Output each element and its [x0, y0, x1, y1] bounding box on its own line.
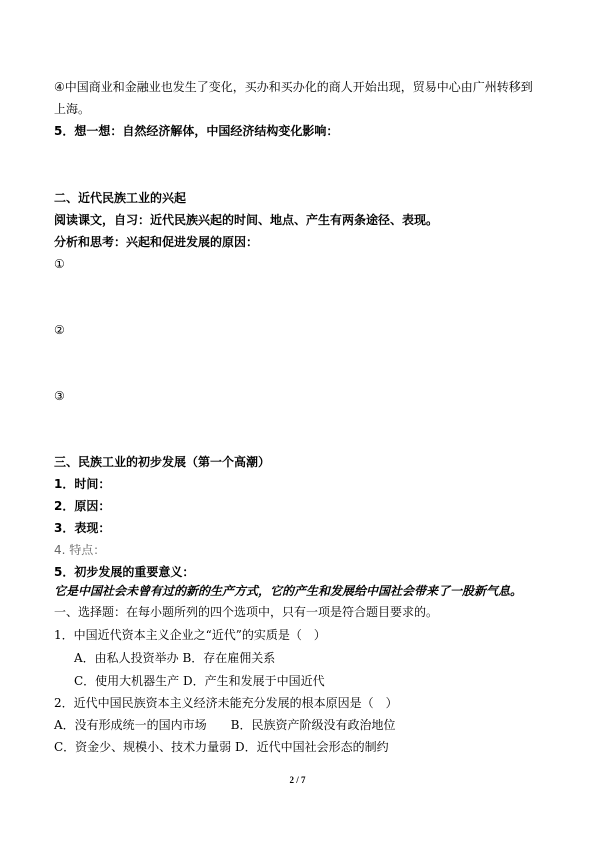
text-line: 4. 特点： [54, 543, 106, 557]
text-line: 上海。 [54, 102, 91, 116]
section-heading: 三、民族工业的初步发展（第一个高潮） [54, 455, 271, 469]
exercise-intro: 一、选择题：在每小题所列的四个选项中，只有一项是符合题目要求的。 [54, 605, 439, 619]
list-marker: ③ [54, 389, 65, 403]
question: 1．中国近代资本主义企业之“近代”的实质是（ ） [54, 628, 326, 642]
answer-option: A．由私人投资举办 B．存在雇佣关系 [74, 651, 276, 665]
list-marker: ① [54, 257, 65, 271]
section-heading: 二、近代民族工业的兴起 [54, 191, 187, 205]
text-line: 3．表现： [54, 521, 111, 535]
text-line: 2．原因： [54, 499, 111, 513]
text-line: 分析和思考：兴起和促进发展的原因： [54, 235, 259, 249]
question: 2．近代中国民族资本主义经济未能充分发展的根本原因是（ ） [54, 696, 398, 710]
answer-option: C．使用大机器生产 D．产生和发展于中国近代 [74, 674, 325, 688]
text-line: 1．时间： [54, 477, 111, 491]
answer-option: C．资金少、规模小、技术力量弱 D．近代中国社会形态的制约 [54, 740, 389, 754]
text-line: 阅读课文，自习：近代民族兴起的时间、地点、产生有两条途径、表现。 [54, 213, 439, 227]
page-number: 2 / 7 [289, 775, 306, 785]
answer-option: A．没有形成统一的国内市场 B．民族资产阶级没有政治地位 [54, 718, 396, 732]
emphasis-line: 它是中国社会未曾有过的新的生产方式，它的产生和发展给中国社会带来了一股新气息。 [54, 584, 523, 598]
text-line: 5．初步发展的重要意义： [54, 565, 195, 579]
list-marker: ② [54, 323, 65, 337]
text-line: ④中国商业和金融业也发生了变化，买办和买办化的商人开始出现，贸易中心由广州转移到 [54, 80, 533, 94]
question-heading: 5．想一想：自然经济解体，中国经济结构变化影响： [54, 124, 339, 138]
